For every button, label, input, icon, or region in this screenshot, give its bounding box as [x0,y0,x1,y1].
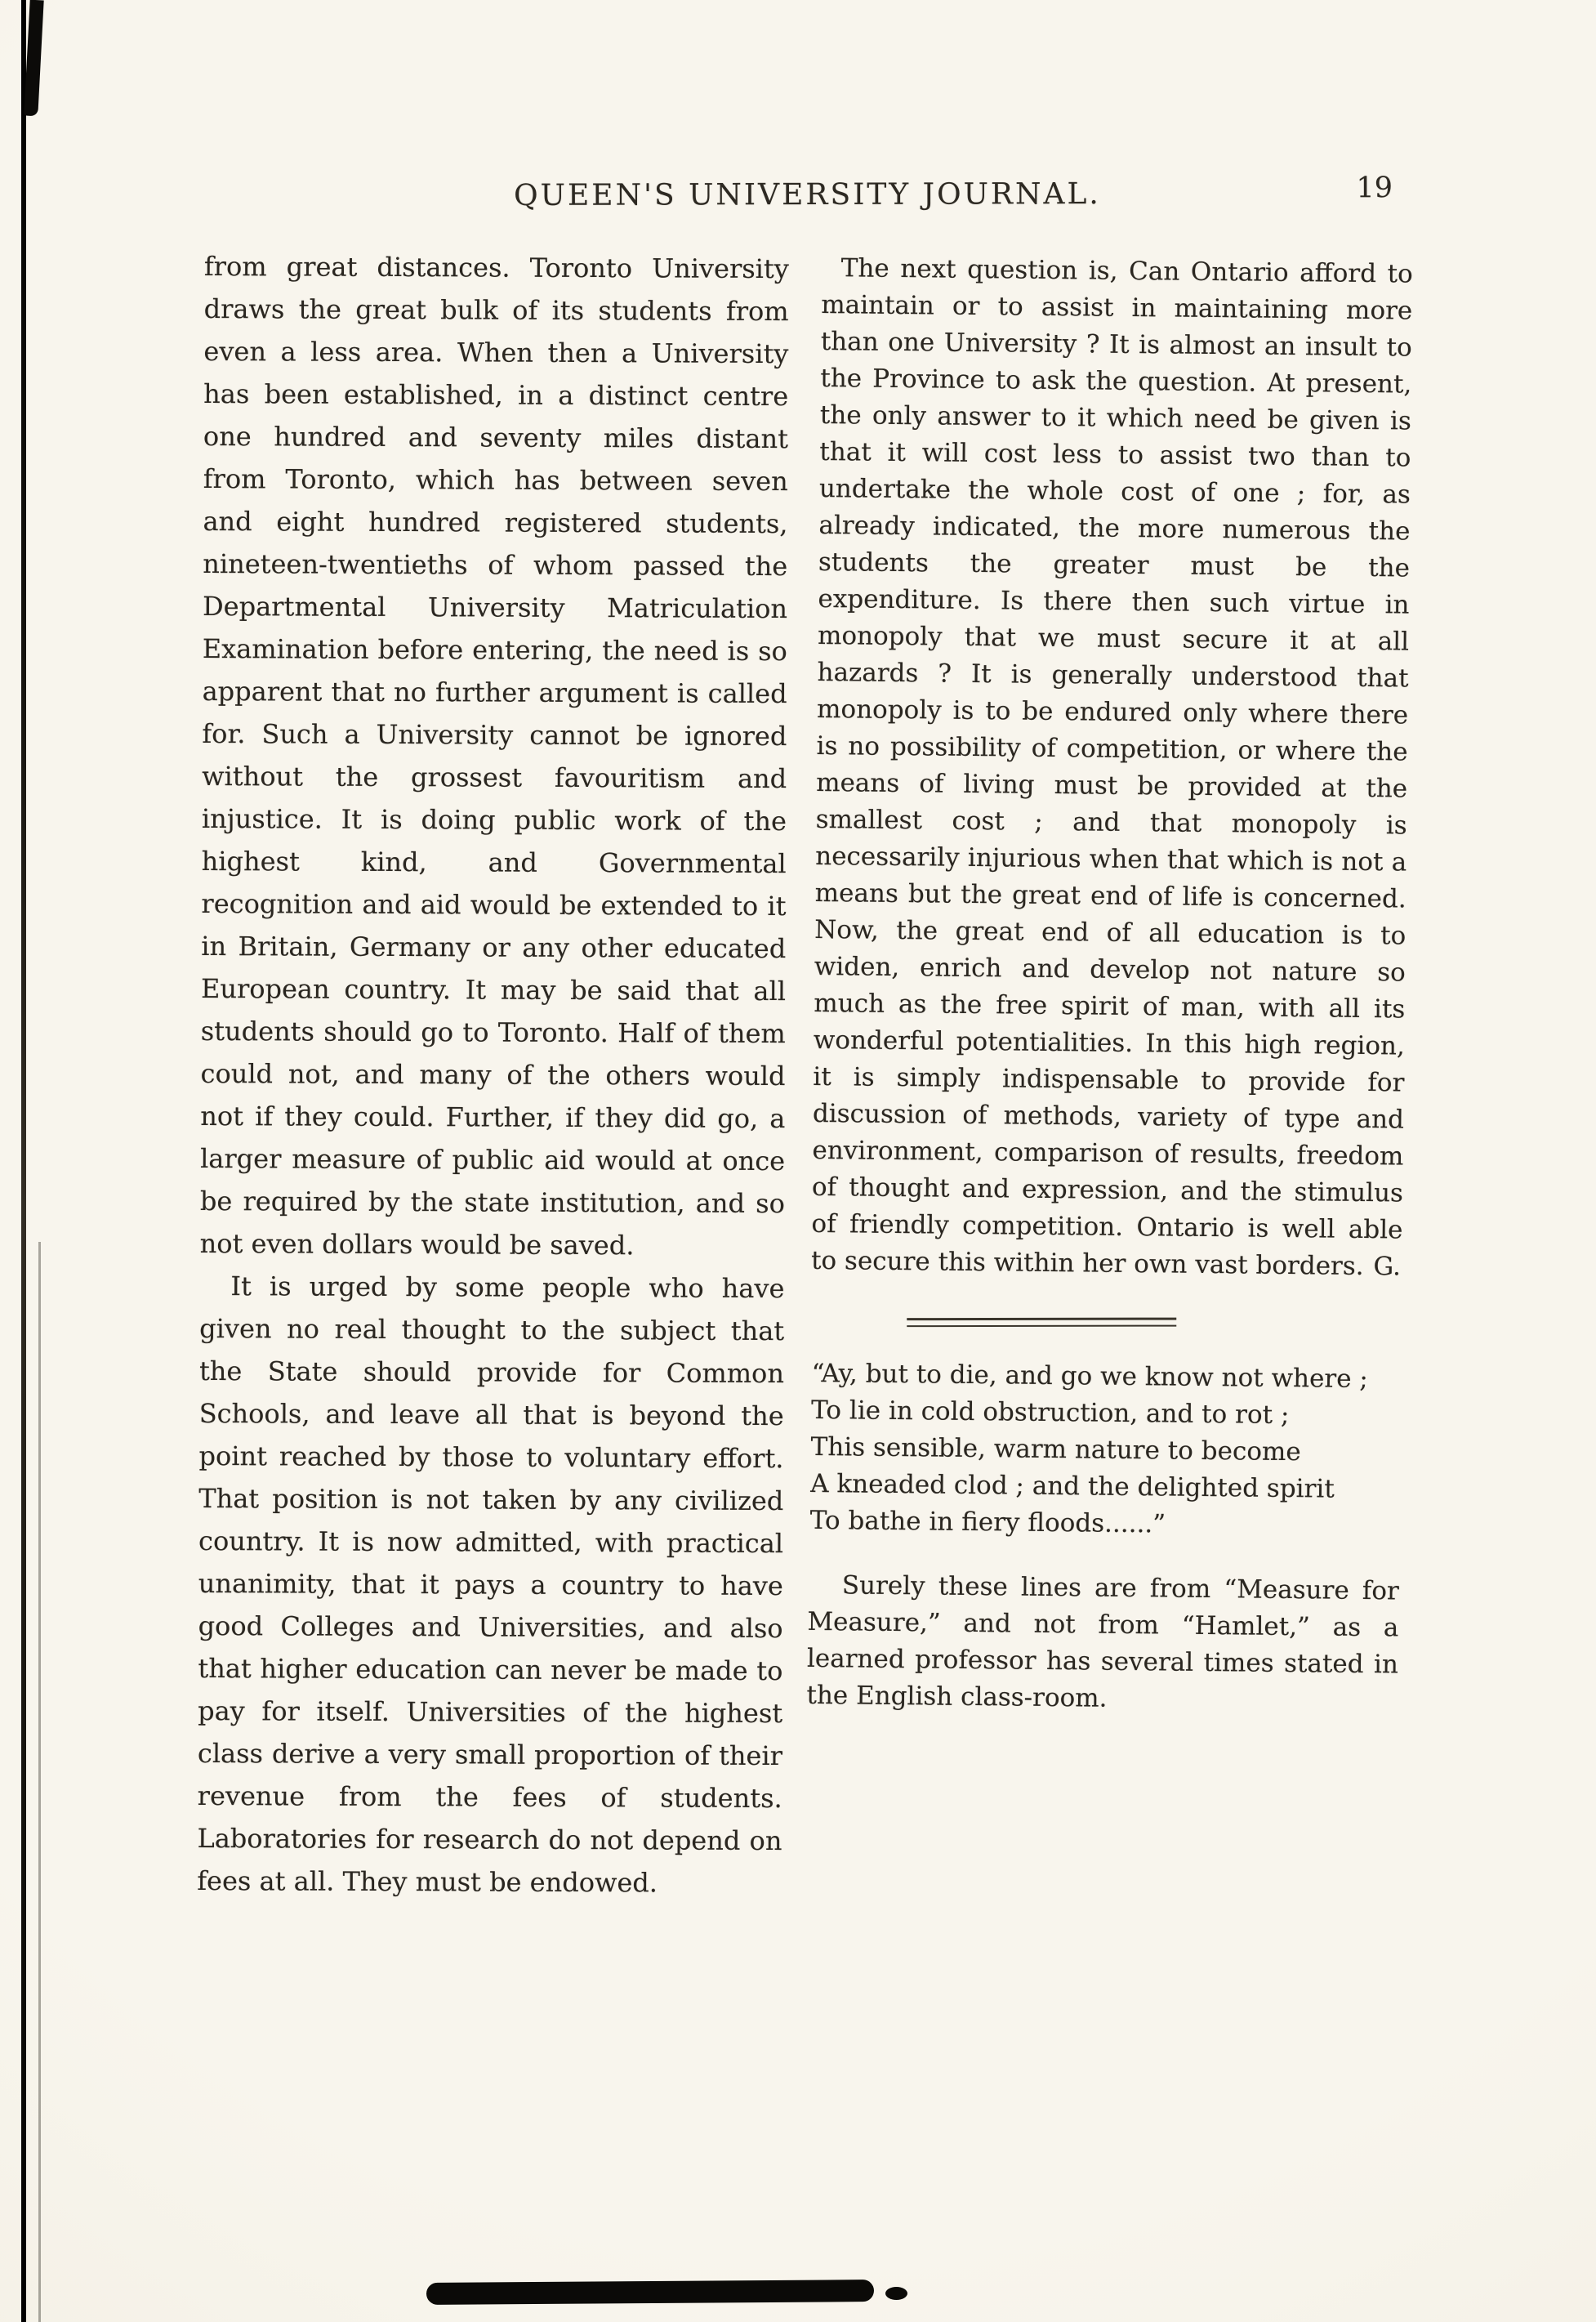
page-number: 19 [1356,172,1393,205]
poem-quotation [809,1355,1401,1546]
paragraph-next-question [811,250,1413,1286]
poem-line: “Ay, but to die, and go we know not where ; [811,1358,1369,1395]
poem-line: To bathe in fiery floods......” [809,1505,1166,1539]
scan-artifact-left-edge-secondary [38,1242,41,2322]
scan-artifact-top-left-mark [24,0,43,116]
paragraph-next-question-text: The next question is, Can Ontario afford to maintain or to assist in maintaining more than one University ? It is almost an insult to the Province to ask the question. At present, the only answer to it which need be given is that it will cost less to assist two than to undertake the whole cost of one ; for, as already indicated, the more numerous the students the greater must be the expenditure. Is there then such virtue in monopoly that we must secure it at all hazards ? It is generally understood that monopoly is to be endured only where there is no possibility of competition, or where the means of living must be provided at the smallest cost ; and that monopoly is necessarily injurious when that which is not a means but the great end of life is concerned. Now, the great end of all education is to widen, enrich and develop not nature so much as the free spirit of man, with all its wonderful potentialities. In this high region, it is simply indispensable to provide for discussion of methods, variety of type and environment, comparison of results, freedom of thought and expression, and the stimulus of friendly competition. Ontario is well able to secure this within her own vast borders. [810,253,1413,1282]
right-column [806,250,1413,1720]
paragraph-continuation: from great distances. Toronto University draws the great bulk of its students from even a less area. When then a University has been established, in a distinct centre one hundred and seventy miles distant from Toronto, which has between seven and eight hundred registered students, nineteen-twentieths of whom passed the Departmental University Matriculation Examination before entering, the need is so apparent that no further argument is called for. Such a University cannot be ignored without the grossest favouritism and injustice. It is doing public work of the highest kind, and Governmental recognition and aid would be extended to it in Britain, Germany or any other educated European country. It may be said that all students should go to Toronto. Half of them could not, and many of the others would not if they could. Further, if they did go, a larger measure of public aid would at once be required by the state institution, and so not even dollars would be saved. [199,250,789,1261]
scan-artifact-left-edge [21,0,26,2322]
author-initial: G. [1373,1252,1402,1282]
scan-artifact-bottom-dot [885,2287,907,2300]
paragraph-state-provision: It is urged by some people who have given no real thought to the subject that the State should provide for Common Schools, and leave all that is beyond the point reached by those to voluntary effort. That position is not taken by any civilized country. It is now admitted, with practical unanimity, that it pays a country to have good Colleges and Universities, and also that higher education can never be made to pay for itself. Universities of the highest class derive a very small proportion of their revenue from the fees of students. Laboratories for research do not depend on fees at all. They must be endowed. [197,1270,785,1899]
poem-line: A kneaded clod ; and the delighted spirit [809,1468,1335,1504]
poem-line: To lie in cold obstruction, and to rot ; [810,1395,1290,1431]
header-title: QUEEN'S UNIVERSITY JOURNAL. [514,177,1101,212]
paragraph-closing-remark: Surely these lines are from “Measure for Measure,” and not from “Hamlet,” as a learned professor has several times stated in the English class-room. [806,1570,1400,1713]
scan-artifact-bottom-bar [426,2280,874,2305]
running-header [203,172,1412,213]
section-divider-rule [907,1318,1176,1328]
left-column [197,245,789,1904]
poem-line: This sensible, warm nature to become [810,1431,1301,1467]
